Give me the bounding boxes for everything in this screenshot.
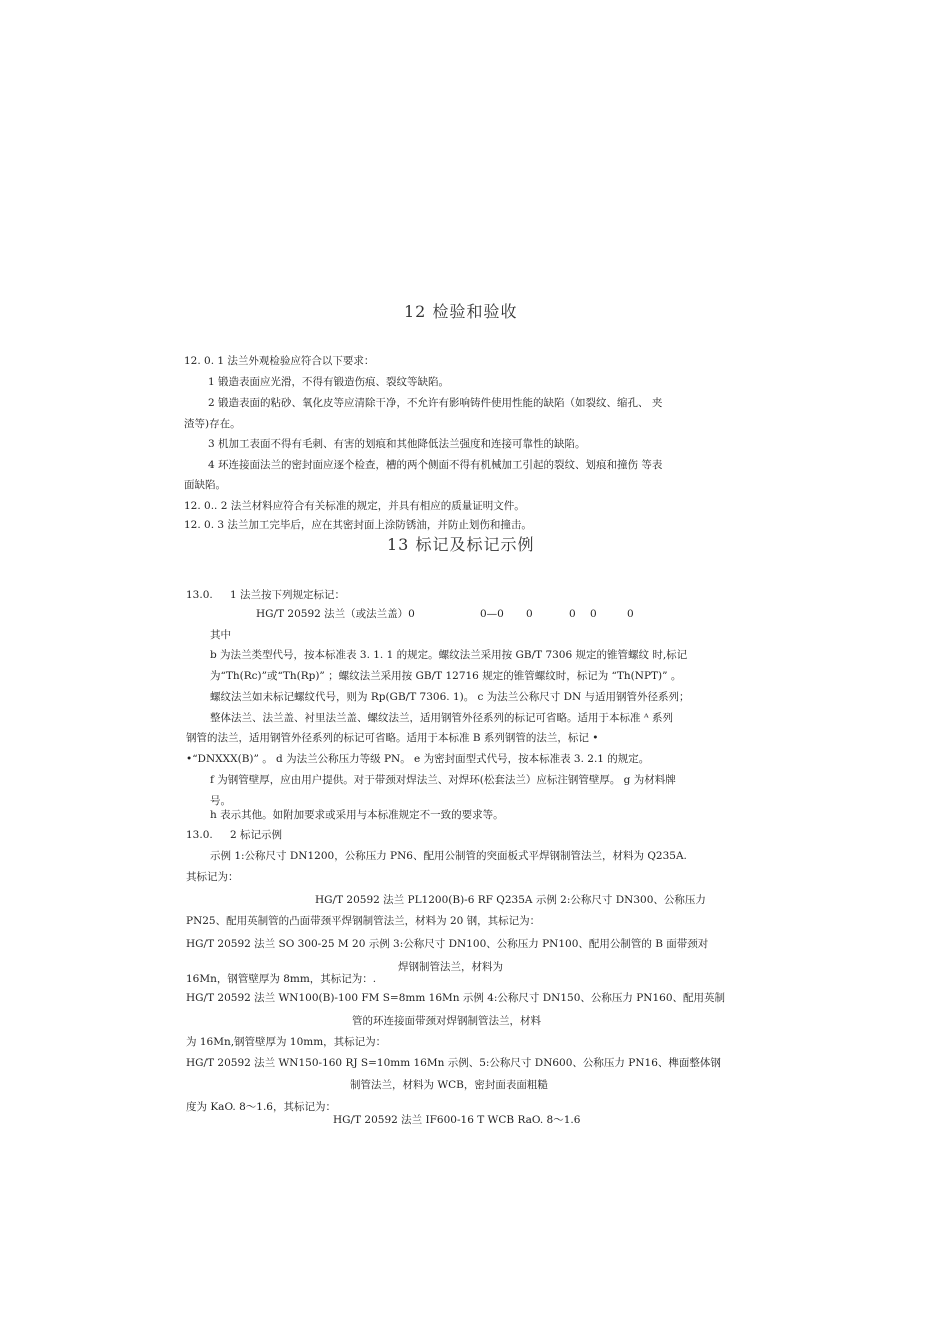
example-line-8: 管的环连接面带颈对焊钢制管法兰，材料 xyxy=(352,1015,541,1027)
clause-12-0-2: 12. 0.. 2 法兰材料应符合有关标准的规定，并具有相应的质量证明文件。 xyxy=(184,500,525,512)
note-b-line6: •“DNXXX(B)” 。 d 为法兰公称压力等级 PN。 e 为密封面型式代号，按本标准表 3. 2.1 的规定。 xyxy=(186,753,650,765)
clause-13-0-2-text: 2 标记示例 xyxy=(230,829,283,841)
marking-formula: HG/T 20592 法兰（或法兰盖）0 xyxy=(256,608,415,620)
note-b-line1: b 为法兰类型代号，按本标准表 3. 1. 1 的规定。螺纹法兰采用按 GB/T 7306 规定的锥管螺纹 时,标记 xyxy=(210,649,688,661)
formula-placeholder-2: 0 xyxy=(526,608,533,620)
requirement-2-line1: 2 锻造表面的粘砂、氧化皮等应清除干净，不允许有影响铸件使用性能的缺陷（如裂纹、缩孔、 夹 xyxy=(208,397,663,409)
note-b-line4: 整体法兰、法兰盖、衬里法兰盖、螺纹法兰，适用钢管外径系列的标记可省略。适用于本标准 ᴬ 系列 xyxy=(210,712,673,724)
example-line-6: 16Mn，钢管壁厚为 8mm，其标记为：. xyxy=(186,973,377,985)
formula-placeholder-3: 0 xyxy=(569,608,576,620)
example-line-13: HG/T 20592 法兰 IF600-16 T WCB RaO. 8～1.6 xyxy=(333,1114,581,1126)
requirement-1: 1 锻造表面应光滑，不得有锻造伤痕、裂纹等缺陷。 xyxy=(208,376,450,388)
note-h: h 表示其他。如附加要求或采用与本标准规定不一致的要求等。 xyxy=(210,809,504,821)
note-f-line1: f 为钢管壁厚，应由用户提供。对于带颈对焊法兰、对焊环(松套法兰）应标注钢管壁厚。 g 为材料牌 xyxy=(210,774,676,786)
example-1-continued: 其标记为： xyxy=(186,871,239,883)
note-b-line2: 为“Th(Rc)”或“Th(Rp)” ；螺纹法兰采用按 GB/T 12716 规定的锥管螺纹时，标记为 “Th(NPT)” 。 xyxy=(210,670,682,682)
note-b-line3: 螺纹法兰如未标记螺纹代号，则为 Rp(GB/T 7306. 1)。 c 为法兰公称尺寸 DN 与适用钢管外径系列； xyxy=(210,691,690,703)
clause-12-0-3: 12. 0. 3 法兰加工完毕后，应在其密封面上涂防锈油，并防止划伤和撞击。 xyxy=(184,519,532,531)
example-line-4: HG/T 20592 法兰 SO 300-25 M 20 示例 3:公称尺寸 DN100、公称压力 PN100、配用公制管的 B 面带颈对 xyxy=(186,938,709,950)
section-13-title: 13 标记及标记示例 xyxy=(387,535,535,554)
example-line-10: HG/T 20592 法兰 WN150-160 RJ S=10mm 16Mn 示例、5:公称尺寸 DN600、公称压力 PN16、榫面整体钢 xyxy=(186,1057,721,1069)
formula-placeholder-4: 0 xyxy=(590,608,597,620)
clause-13-0-2-number: 13.0. xyxy=(186,829,213,841)
example-line-12: 度为 KaO. 8～1.6，其标记为： xyxy=(186,1101,336,1113)
requirement-4-line2: 面缺陷。 xyxy=(184,479,226,491)
clause-13-0-1-number: 13.0. xyxy=(186,589,213,601)
formula-placeholder-1: 0—0 xyxy=(480,608,504,620)
clause-12-0-1: 12. 0. 1 法兰外观检验应符合以下要求： xyxy=(184,355,375,367)
clause-13-0-1-text: 1 法兰按下列规定标记： xyxy=(230,589,346,601)
example-1: 示例 1:公称尺寸 DN1200，公称压力 PN6、配用公制管的突面板式平焊钢制管法兰，材料为 Q235A. xyxy=(210,850,687,862)
section-12-title: 12 检验和验收 xyxy=(404,302,518,321)
example-line-11: 制管法兰，材料为 WCB，密封面表面粗糙 xyxy=(350,1079,548,1091)
example-line-5: 焊钢制管法兰，材料为 xyxy=(398,961,503,973)
formula-placeholder-5: 0 xyxy=(627,608,634,620)
example-line-9: 为 16Mn,钢管壁厚为 10mm，其标记为： xyxy=(186,1036,387,1048)
note-b-line5: 钢管的法兰，适用钢管外径系列的标记可省略。适用于本标准 B 系列钢管的法兰，标记 • xyxy=(186,732,599,744)
where-label: 其中 xyxy=(210,629,231,641)
example-line-7: HG/T 20592 法兰 WN100(B)-100 FM S=8mm 16Mn 示例 4:公称尺寸 DN150、公称压力 PN160、配用英制 xyxy=(186,992,726,1004)
example-line-2: HG/T 20592 法兰 PL1200(B)-6 RF Q235A 示例 2:公称尺寸 DN300、公称压力 xyxy=(315,894,706,906)
note-f-line2: 号。 xyxy=(210,795,231,807)
requirement-4-line1: 4 环连接面法兰的密封面应逐个检查，槽的两个侧面不得有机械加工引起的裂纹、划痕和撞伤 等表 xyxy=(208,459,663,471)
example-line-3: PN25、配用英制管的凸面带颈平焊钢制管法兰，材料为 20 钢，其标记为： xyxy=(186,915,541,927)
requirement-3: 3 机加工表面不得有毛刺、有害的划痕和其他降低法兰强度和连接可靠性的缺陷。 xyxy=(208,438,586,450)
requirement-2-line2: 渣等)存在。 xyxy=(184,418,241,430)
